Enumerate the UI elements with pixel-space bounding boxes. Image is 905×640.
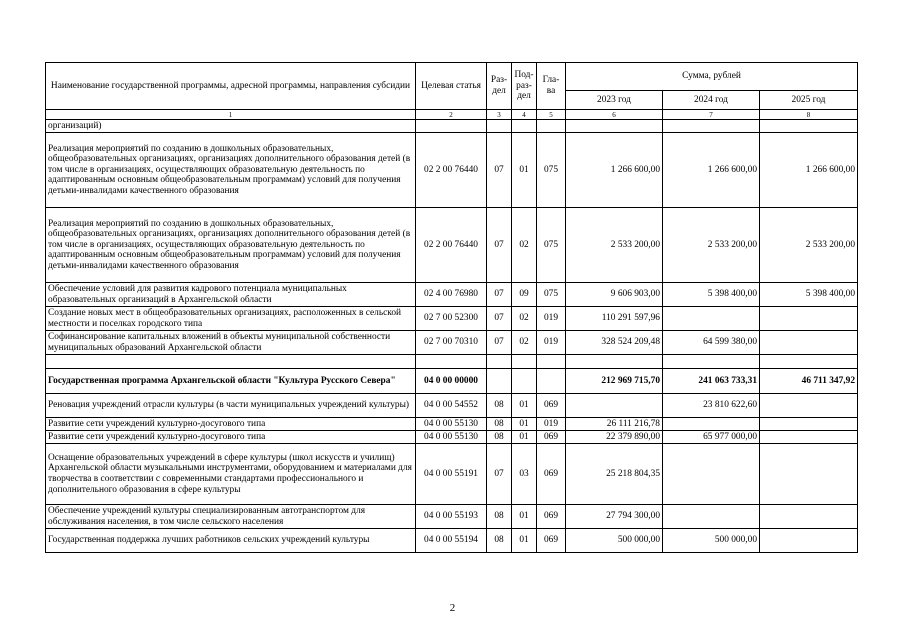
row-razdel: 08 [487, 418, 512, 431]
row-target: 04 0 00 00000 [416, 369, 487, 394]
row-glava: 075 [537, 133, 566, 208]
row-podrazdel: 02 [512, 307, 537, 331]
row-sum-2023: 9 606 903,00 [566, 283, 663, 307]
row-podrazdel [512, 355, 537, 369]
row-podrazdel: 09 [512, 283, 537, 307]
row-sum-2023: 500 000,00 [566, 529, 663, 553]
row-glava [537, 369, 566, 394]
row-glava: 069 [537, 505, 566, 529]
row-sum-2024: 1 266 600,00 [663, 133, 760, 208]
row-target: 04 0 00 55194 [416, 529, 487, 553]
column-number: 8 [760, 110, 858, 120]
row-glava: 075 [537, 208, 566, 283]
column-number: 4 [512, 110, 537, 120]
row-glava: 019 [537, 418, 566, 431]
row-name: Развитие сети учреждений культурно-досугового типа [46, 431, 416, 444]
row-razdel: 07 [487, 208, 512, 283]
row-razdel: 07 [487, 307, 512, 331]
header-razdel: Раз-дел [487, 63, 512, 110]
row-sum-2024: 241 063 733,31 [663, 369, 760, 394]
column-number-row [46, 110, 858, 120]
table-row [46, 505, 858, 529]
row-target: 02 7 00 70310 [416, 331, 487, 355]
row-sum-2025 [760, 418, 858, 431]
row-sum-2025 [760, 444, 858, 505]
column-number: 7 [663, 110, 760, 120]
row-glava [537, 120, 566, 133]
row-sum-2024 [663, 444, 760, 505]
row-sum-2025: 46 711 347,92 [760, 369, 858, 394]
row-sum-2023: 212 969 715,70 [566, 369, 663, 394]
row-razdel: 07 [487, 283, 512, 307]
row-name: Реализация мероприятий по созданию в дошкольных образовательных, общеобразовательных организациях, организациях дополнительного образования детей (в том числе в организациях, осуществляющих образовательную деятельность по адаптированным основным общеобразовательным программам) условий для получения детьми-инвалидами качественного образования [46, 133, 416, 208]
row-name: Государственная поддержка лучших работников сельских учреждений культуры [46, 529, 416, 553]
row-glava [537, 355, 566, 369]
row-name: организаций) [46, 120, 416, 133]
row-razdel: 08 [487, 394, 512, 418]
row-glava: 069 [537, 431, 566, 444]
row-sum-2024 [663, 505, 760, 529]
row-name: Реновация учреждений отрасли культуры (в части муниципальных учреждений культуры) [46, 394, 416, 418]
row-sum-2024 [663, 418, 760, 431]
row-podrazdel: 01 [512, 394, 537, 418]
header-2024: 2024 год [663, 91, 760, 110]
row-glava: 019 [537, 307, 566, 331]
row-podrazdel: 01 [512, 431, 537, 444]
row-sum-2024 [663, 355, 760, 369]
row-sum-2025: 2 533 200,00 [760, 208, 858, 283]
row-sum-2024: 5 398 400,00 [663, 283, 760, 307]
row-glava: 075 [537, 283, 566, 307]
row-sum-2024: 64 599 380,00 [663, 331, 760, 355]
row-razdel [487, 355, 512, 369]
column-number: 2 [416, 110, 487, 120]
row-name: Реализация мероприятий по созданию в дошкольных образовательных, общеобразовательных организациях, организациях дополнительного образования детей (в том числе в организациях, осуществляющих образовательную деятельность по адаптированным основным общеобразовательным программам) условий для получения детьми-инвалидами качественного образования [46, 208, 416, 283]
row-sum-2023: 1 266 600,00 [566, 133, 663, 208]
row-sum-2023: 25 218 804,35 [566, 444, 663, 505]
row-razdel: 07 [487, 331, 512, 355]
row-sum-2023: 110 291 597,96 [566, 307, 663, 331]
row-target: 04 0 00 54552 [416, 394, 487, 418]
row-target: 02 2 00 76440 [416, 133, 487, 208]
row-glava: 069 [537, 529, 566, 553]
row-sum-2024: 65 977 000,00 [663, 431, 760, 444]
row-razdel: 08 [487, 529, 512, 553]
row-target: 04 0 00 55193 [416, 505, 487, 529]
header-glava: Гла-ва [537, 63, 566, 110]
row-sum-2023 [566, 355, 663, 369]
header-2023: 2023 год [566, 91, 663, 110]
row-sum-2023: 2 533 200,00 [566, 208, 663, 283]
table-row [46, 394, 858, 418]
header-target: Целевая статья [416, 63, 487, 110]
row-sum-2025 [760, 120, 858, 133]
row-sum-2023: 26 111 216,78 [566, 418, 663, 431]
row-name: Государственная программа Архангельской области "Культура Русского Севера" [46, 369, 416, 394]
row-razdel [487, 120, 512, 133]
column-number: 6 [566, 110, 663, 120]
row-podrazdel: 01 [512, 529, 537, 553]
table-row [46, 369, 858, 394]
row-target [416, 120, 487, 133]
row-podrazdel: 02 [512, 208, 537, 283]
row-name: Обеспечение учреждений культуры специализированным автотранспортом для обслуживания населения, в том числе сельского населения [46, 505, 416, 529]
row-razdel: 07 [487, 444, 512, 505]
row-name: Создание новых мест в общеобразовательных организациях, расположенных в сельской местности и поселках городского типа [46, 307, 416, 331]
row-sum-2024: 23 810 622,60 [663, 394, 760, 418]
row-podrazdel [512, 120, 537, 133]
column-number: 5 [537, 110, 566, 120]
row-sum-2024: 500 000,00 [663, 529, 760, 553]
header-name: Наименование государственной программы, адресной программы, направления субсидии [46, 63, 416, 110]
row-podrazdel: 01 [512, 505, 537, 529]
row-razdel [487, 369, 512, 394]
budget-table [45, 62, 858, 553]
table-row [46, 418, 858, 431]
table-row [46, 431, 858, 444]
row-sum-2025 [760, 505, 858, 529]
row-sum-2025 [760, 331, 858, 355]
row-sum-2023: 328 524 209,48 [566, 331, 663, 355]
row-sum-2025: 1 266 600,00 [760, 133, 858, 208]
row-razdel: 07 [487, 133, 512, 208]
row-razdel: 08 [487, 431, 512, 444]
table-row [46, 307, 858, 331]
page-number: 2 [449, 602, 456, 614]
table-body [46, 120, 858, 553]
header-sum: Сумма, рублей [566, 63, 858, 91]
row-podrazdel: 01 [512, 418, 537, 431]
row-sum-2023: 22 379 890,00 [566, 431, 663, 444]
row-sum-2025 [760, 431, 858, 444]
row-name [46, 355, 416, 369]
row-glava: 019 [537, 331, 566, 355]
row-target [416, 355, 487, 369]
row-podrazdel [512, 369, 537, 394]
table-row [46, 133, 858, 208]
row-glava: 069 [537, 394, 566, 418]
row-name: Софинансирование капитальных вложений в объекты муниципальной собственности муниципальных образований Архангельской области [46, 331, 416, 355]
row-name: Развитие сети учреждений культурно-досугового типа [46, 418, 416, 431]
row-sum-2024 [663, 307, 760, 331]
row-name: Оснащение образовательных учреждений в сфере культуры (школ искусств и училищ) Архангельской области музыкальными инструментами, оборудованием и материалами для творчества в соответствии с современными стандартами профессионального и дополнительного образования в сфере культуры [46, 444, 416, 505]
row-sum-2024 [663, 120, 760, 133]
row-razdel: 08 [487, 505, 512, 529]
row-sum-2024: 2 533 200,00 [663, 208, 760, 283]
column-number: 3 [487, 110, 512, 120]
row-sum-2023 [566, 120, 663, 133]
table-row [46, 120, 858, 133]
row-sum-2023 [566, 394, 663, 418]
table-row [46, 529, 858, 553]
row-target: 02 4 00 76980 [416, 283, 487, 307]
row-target: 04 0 00 55130 [416, 418, 487, 431]
row-sum-2025 [760, 529, 858, 553]
row-sum-2023: 27 794 300,00 [566, 505, 663, 529]
row-podrazdel: 01 [512, 133, 537, 208]
table-row [46, 208, 858, 283]
row-glava: 069 [537, 444, 566, 505]
row-target: 04 0 00 55191 [416, 444, 487, 505]
row-sum-2025 [760, 307, 858, 331]
table-row [46, 355, 858, 369]
row-target: 02 2 00 76440 [416, 208, 487, 283]
row-sum-2025 [760, 394, 858, 418]
row-podrazdel: 03 [512, 444, 537, 505]
row-target: 04 0 00 55130 [416, 431, 487, 444]
row-sum-2025: 5 398 400,00 [760, 283, 858, 307]
column-number: 1 [46, 110, 416, 120]
row-target: 02 7 00 52300 [416, 307, 487, 331]
table-row [46, 331, 858, 355]
header-podrazdel: Под-раз-дел [512, 63, 537, 110]
table-row [46, 283, 858, 307]
row-name: Обеспечение условий для развития кадрового потенциала муниципальных образовательных организаций в Архангельской области [46, 283, 416, 307]
table-row [46, 444, 858, 505]
header-2025: 2025 год [760, 91, 858, 110]
row-podrazdel: 02 [512, 331, 537, 355]
row-sum-2025 [760, 355, 858, 369]
